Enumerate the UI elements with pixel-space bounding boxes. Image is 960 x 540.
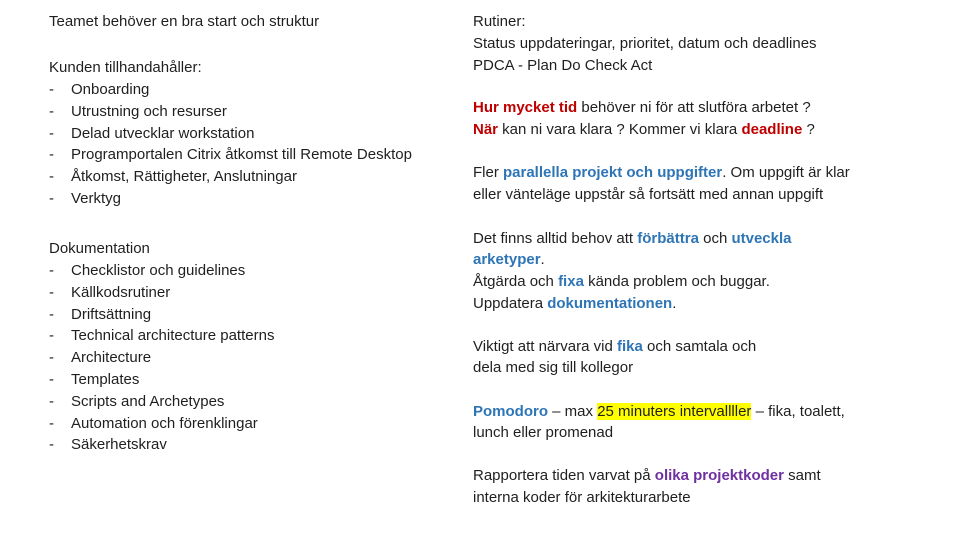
improve-l3-pre: Uppdatera	[473, 295, 548, 312]
time-line1	[473, 97, 811, 119]
report-line2: interna koder för arkitekturarbete	[473, 489, 691, 506]
improve-mid: och	[698, 230, 732, 247]
parallel-pre: Fler	[473, 164, 503, 181]
parallel-blue-text: parallella projekt och uppgifter	[503, 164, 723, 181]
list-item	[49, 325, 274, 347]
list-item-text: Architecture	[71, 349, 152, 367]
improve-blue2: utveckla	[731, 230, 792, 247]
improve-l2-post: kända problem och buggar.	[583, 273, 770, 290]
list-item-text: Onboarding	[71, 81, 150, 98]
parallel-line2: eller vänteläge uppstår så fortsätt med annan uppgift	[473, 186, 824, 203]
bullet-dash: -	[49, 190, 54, 207]
bullet-dash: -	[49, 349, 54, 367]
improve-docs: dokumentationen	[547, 295, 673, 312]
time-line2-end: ?	[802, 121, 815, 138]
improve-l2-pre: Åtgärda och	[473, 273, 559, 290]
list-item	[49, 188, 121, 210]
docs-title: Dokumentation	[49, 240, 150, 257]
report-pre: Rapportera tiden varvat på	[473, 467, 655, 484]
time-line2-mid: kan ni vara klara ? Kommer vi klara	[498, 121, 742, 138]
bullet-dash: -	[49, 436, 54, 454]
list-item	[49, 391, 224, 413]
when-red-text: När	[473, 121, 499, 138]
bullet-dash: -	[49, 327, 54, 345]
time-line1-rest: behöver ni för att slutföra arbetet ?	[577, 99, 811, 116]
bullet-dash: -	[49, 81, 54, 98]
list-item	[49, 144, 412, 166]
improve-fix: fixa	[558, 273, 584, 290]
list-item	[49, 413, 258, 435]
pomodoro-blue: Pomodoro	[473, 403, 548, 420]
list-item-text: Scripts and Archetypes	[71, 392, 225, 410]
list-item	[49, 369, 139, 391]
list-item-text: Technical architecture patterns	[71, 327, 275, 345]
improve-line2	[473, 249, 545, 271]
bullet-dash: -	[49, 305, 54, 323]
routines-title: Rutiner:	[473, 13, 526, 30]
customer-title: Kunden tillhandahåller:	[49, 59, 202, 76]
improve-line4	[473, 293, 676, 315]
list-item-text: Delad utvecklar workstation	[71, 124, 255, 142]
fika-post: och samtala och	[642, 338, 757, 355]
bullet-dash: -	[49, 168, 54, 186]
list-item-text: Driftsättning	[71, 305, 152, 323]
parallel-post: . Om uppgift är klar	[722, 164, 850, 181]
list-item	[49, 166, 297, 188]
bullet-dash: -	[49, 262, 54, 279]
fika-line2: dela med sig till kollegor	[473, 359, 634, 376]
bullet-dash: -	[49, 124, 54, 142]
fika-line1	[473, 336, 756, 358]
improve-blue1: förbättra	[637, 230, 699, 247]
pomodoro-line2: lunch eller promenad	[473, 424, 614, 441]
pomodoro-mid: – max	[548, 403, 598, 420]
list-item-text: Automation och förenklingar	[71, 414, 258, 432]
list-item-text: Checklistor och guidelines	[71, 262, 246, 279]
list-item	[49, 79, 149, 101]
list-item-text: Säkerhetskrav	[71, 436, 167, 454]
improve-line1	[473, 228, 792, 250]
routines-line2: PDCA - Plan Do Check Act	[473, 57, 653, 74]
pomodoro-highlight: 25 minuters intervallller	[597, 403, 752, 420]
improve-blue3: arketyper	[473, 251, 541, 268]
routines-line1: Status uppdateringar, prioritet, datum och deadlines	[473, 35, 817, 52]
pomodoro-post: – fika, toalett,	[751, 403, 845, 420]
improve-dot: .	[540, 251, 545, 268]
list-item	[49, 260, 245, 282]
improve-l3-post: .	[672, 295, 677, 312]
list-item	[49, 347, 151, 369]
bullet-dash: -	[49, 392, 54, 410]
list-item-text: Templates	[71, 371, 140, 388]
list-item-text: Källkodsrutiner	[71, 283, 171, 301]
time-red-text: Hur mycket tid	[473, 99, 578, 116]
page-heading: Teamet behöver en bra start och struktur	[49, 13, 320, 30]
bullet-dash: -	[49, 371, 54, 388]
fika-pre: Viktigt att närvara vid	[473, 338, 617, 355]
list-item-text: Utrustning och resurser	[71, 102, 227, 120]
list-item	[49, 304, 151, 326]
list-item-text: Verktyg	[71, 190, 122, 207]
bullet-dash: -	[49, 414, 54, 432]
list-item	[49, 123, 254, 145]
improve-line3	[473, 271, 770, 293]
list-item	[49, 434, 167, 456]
list-item-text: Programportalen Citrix åtkomst till Remote Desktop	[71, 146, 412, 164]
pomodoro-line1	[473, 401, 845, 423]
report-post: samt	[784, 467, 821, 484]
list-item-text: Åtkomst, Rättigheter, Anslutningar	[71, 168, 297, 186]
list-item	[49, 101, 227, 123]
list-item	[49, 282, 170, 304]
report-purple: olika projektkoder	[654, 467, 784, 484]
parallel-line1	[473, 162, 850, 184]
deadline-red-text: deadline	[741, 121, 803, 138]
fika-blue: fika	[616, 338, 643, 355]
bullet-dash: -	[49, 146, 54, 164]
report-line1	[473, 465, 821, 487]
time-line2	[473, 119, 815, 141]
improve-pre: Det finns alltid behov att	[473, 230, 638, 247]
bullet-dash: -	[49, 283, 54, 301]
bullet-dash: -	[49, 102, 54, 120]
